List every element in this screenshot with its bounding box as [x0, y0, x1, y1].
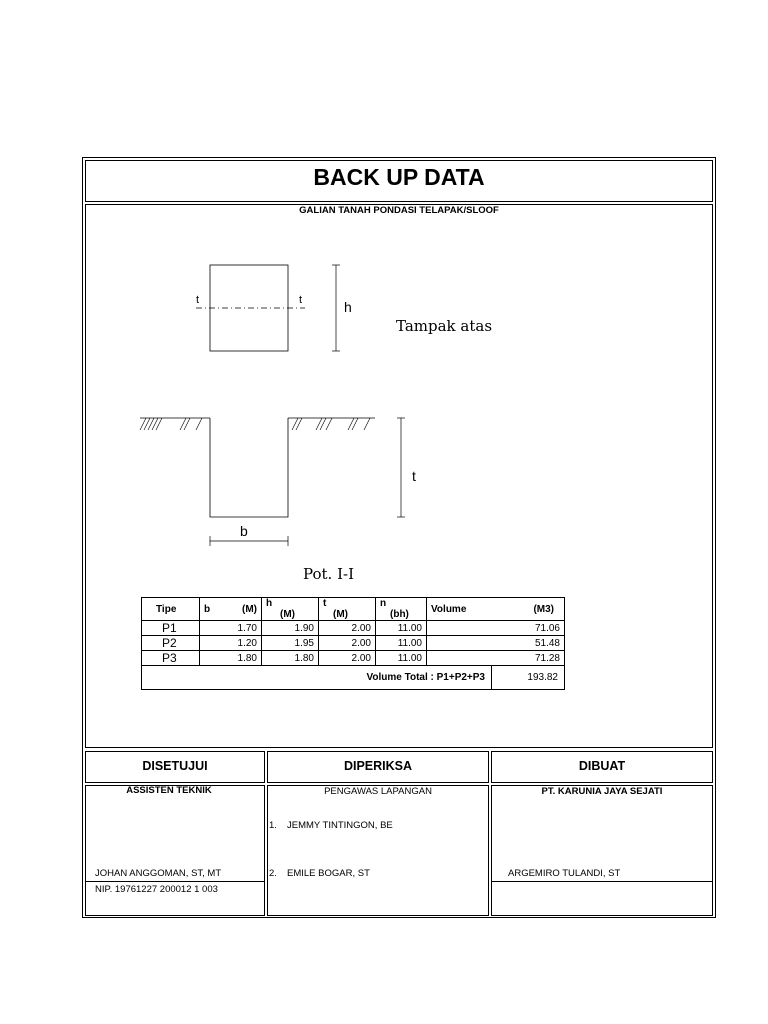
- cell-tipe: P1: [142, 621, 200, 636]
- header-h-label: h: [266, 598, 273, 609]
- total-value: 193.82: [492, 666, 565, 690]
- cell-h: 1.90: [262, 621, 319, 636]
- approver-name: JOHAN ANGGOMAN, ST, MT: [95, 868, 222, 879]
- table-row: [142, 621, 565, 636]
- approved-heading: DISETUJUI: [142, 759, 208, 773]
- made-heading: DIBUAT: [578, 759, 626, 773]
- checked-heading: DIPERIKSA: [343, 759, 413, 773]
- cell-h: 1.95: [262, 636, 319, 651]
- h-label: h: [344, 299, 352, 315]
- header-h: [262, 598, 319, 621]
- checker-2-name: EMILE BOGAR, ST: [287, 868, 370, 879]
- header-tipe: Tipe: [142, 598, 200, 621]
- cell-h: 1.80: [262, 651, 319, 666]
- checked-body-frame: [267, 785, 489, 916]
- cell-n: 11.00: [376, 621, 427, 636]
- checked-role: PENGAWAS LAPANGAN: [324, 786, 432, 797]
- header-t-label: t: [323, 598, 327, 609]
- checker-1-name: JEMMY TINTINGON, BE: [287, 820, 393, 831]
- header-t-unit: (M): [333, 609, 348, 620]
- header-volume-label: Volume: [431, 603, 467, 615]
- header-h-unit: (M): [280, 609, 295, 620]
- approver-nip: NIP. 19761227 200012 1 003: [95, 884, 218, 895]
- header-b: [200, 598, 262, 621]
- cut-label-left: t: [196, 294, 200, 306]
- cell-tipe: P2: [142, 636, 200, 651]
- table-row: [142, 651, 565, 666]
- soil-hatch-left: [140, 418, 202, 430]
- cell-b: 1.20: [200, 636, 262, 651]
- cell-t: 2.00: [319, 636, 376, 651]
- maker-name: ARGEMIRO TULANDI, ST: [508, 868, 621, 879]
- document-subtitle: GALIAN TANAH PONDASI TELAPAK/SLOOF: [299, 205, 499, 216]
- checker-1-number: 1.: [269, 820, 277, 831]
- header-b-label: b: [204, 603, 211, 615]
- t-depth-label: t: [412, 468, 416, 484]
- header-n-unit: (bh): [390, 609, 409, 620]
- header-t: [319, 598, 376, 621]
- plan-view-label: Tampak atas: [396, 317, 493, 335]
- approved-divider: [85, 881, 265, 882]
- cell-t: 2.00: [319, 621, 376, 636]
- header-n: [376, 598, 427, 621]
- b-label: b: [240, 523, 248, 539]
- cell-t: 2.00: [319, 651, 376, 666]
- checker-2-number: 2.: [269, 868, 277, 879]
- cell-tipe: P3: [142, 651, 200, 666]
- cell-volume: 51.48: [427, 636, 565, 651]
- volume-table: [141, 597, 565, 690]
- header-volume: [427, 598, 565, 621]
- table-row: [142, 636, 565, 651]
- total-label: Volume Total : P1+P2+P3: [142, 666, 492, 690]
- approved-body-frame: [85, 785, 265, 916]
- made-role: PT. KARUNIA JAYA SEJATI: [541, 786, 663, 797]
- header-volume-unit: (M3): [533, 603, 554, 615]
- table-total-row: [142, 666, 565, 690]
- cell-b: 1.80: [200, 651, 262, 666]
- excavation-outline: [210, 418, 288, 517]
- soil-hatch-right: [292, 418, 370, 430]
- cut-label-right: t: [299, 294, 303, 306]
- made-body-frame: [491, 785, 713, 916]
- cell-volume: 71.28: [427, 651, 565, 666]
- table-header-row: [142, 598, 565, 621]
- header-b-unit: (M): [242, 603, 257, 615]
- cell-n: 11.00: [376, 651, 427, 666]
- made-divider: [491, 881, 713, 882]
- document-title: BACK UP DATA: [313, 164, 485, 190]
- cell-n: 11.00: [376, 636, 427, 651]
- approved-role: ASSISTEN TEKNIK: [126, 785, 212, 796]
- section-label: Pot. I-I: [303, 565, 354, 583]
- header-n-label: n: [380, 598, 387, 609]
- cell-b: 1.70: [200, 621, 262, 636]
- cell-volume: 71.06: [427, 621, 565, 636]
